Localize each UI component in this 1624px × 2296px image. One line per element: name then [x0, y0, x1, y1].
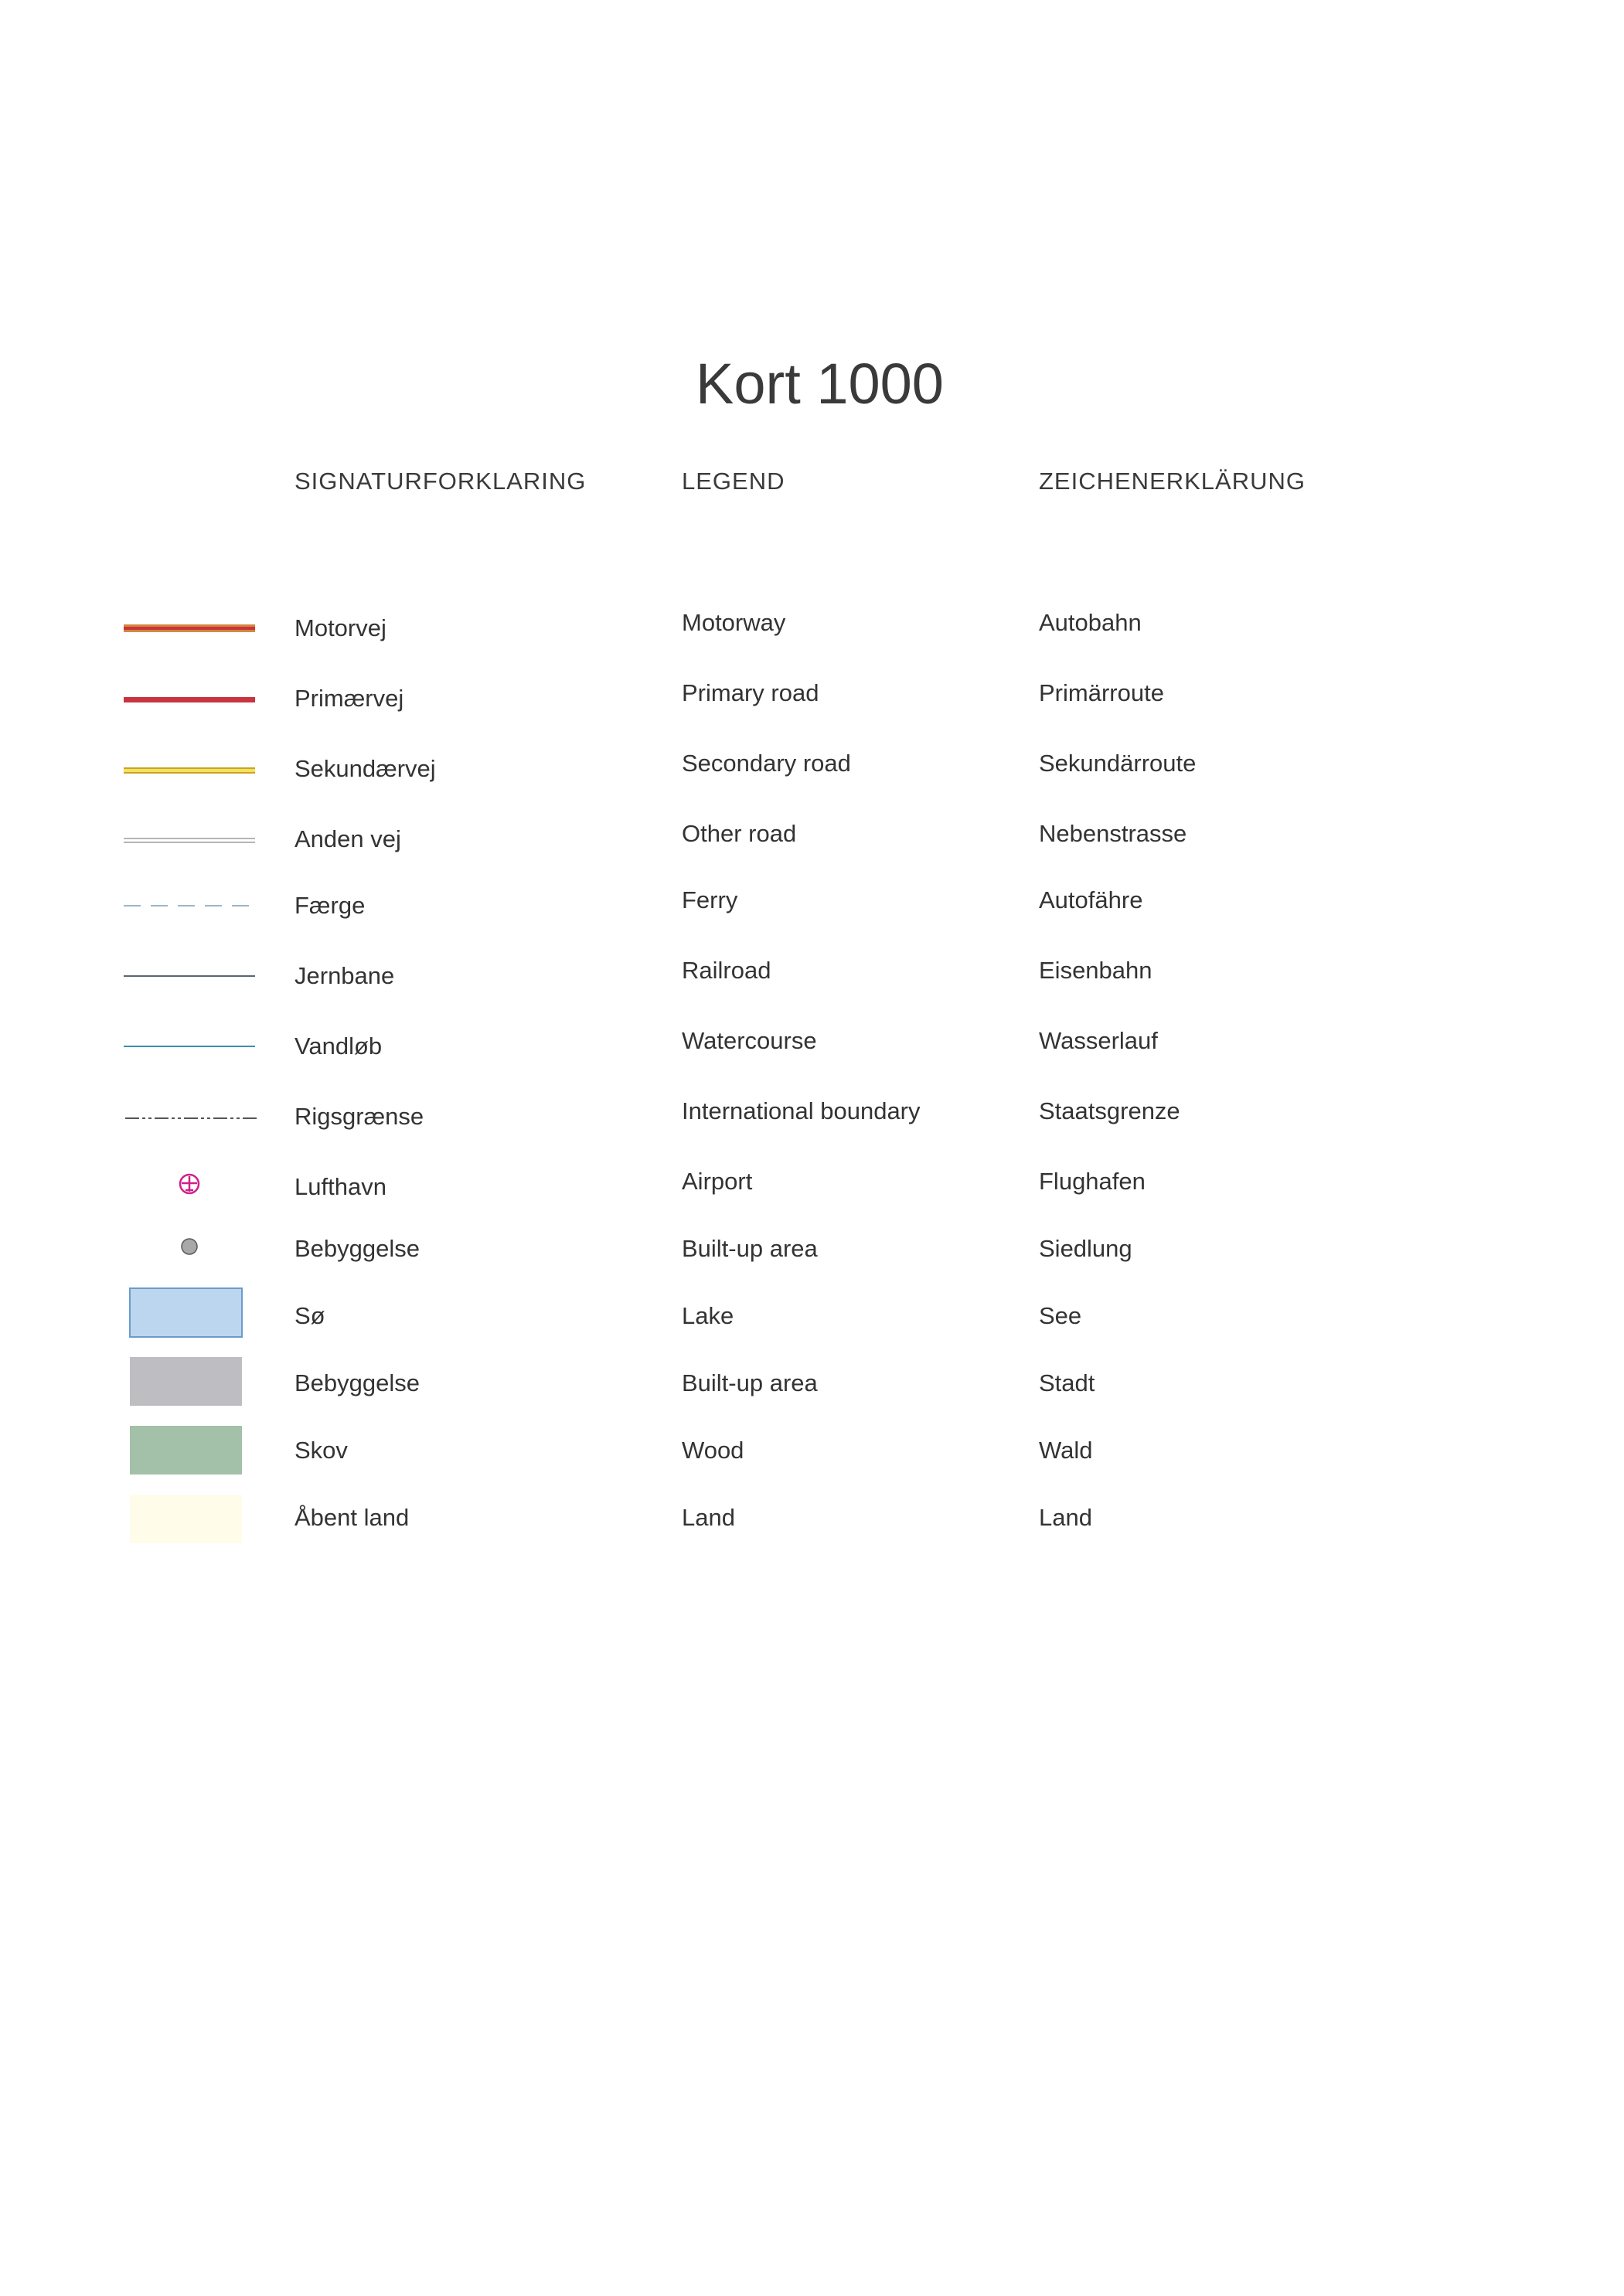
label-english: Airport: [682, 1168, 753, 1195]
label-english: Land: [682, 1504, 735, 1531]
legend-row-primary-road: [0, 678, 1624, 724]
railroad-line-symbol: [116, 955, 263, 1002]
label-danish: Bebyggelse: [294, 1235, 420, 1262]
secondary-road-line-symbol: [116, 748, 263, 794]
label-danish: Primærvej: [294, 685, 404, 712]
legend-row-airport: [0, 1166, 1624, 1213]
label-german: Wasserlauf: [1039, 1027, 1158, 1054]
legend-row-lake: [0, 1301, 1624, 1347]
watercourse-line-symbol: [116, 1026, 263, 1072]
label-danish: Anden vej: [294, 825, 401, 852]
builtup-swatch: [116, 1355, 263, 1409]
label-english: Railroad: [682, 957, 771, 984]
label-danish: Vandløb: [294, 1032, 383, 1060]
label-english: Built-up area: [682, 1235, 818, 1262]
label-german: Primärroute: [1039, 679, 1164, 706]
label-english: Ferry: [682, 886, 738, 913]
land-swatch: [116, 1492, 263, 1546]
legend-row-secondary-road: [0, 748, 1624, 794]
header-german: ZEICHENERKLÄRUNG: [1039, 468, 1306, 495]
legend-row-other-road: [0, 818, 1624, 865]
legend-row-builtup: [0, 1368, 1624, 1414]
label-danish: Sekundærvej: [294, 755, 436, 782]
legend-row-boundary: [0, 1096, 1624, 1142]
label-german: Land: [1039, 1504, 1092, 1531]
legend-row-settlement: [0, 1233, 1624, 1280]
label-german: Nebenstrasse: [1039, 820, 1187, 847]
label-english: Motorway: [682, 609, 786, 636]
motorway-line-symbol: [116, 607, 263, 654]
ferry-line-symbol: [116, 885, 263, 931]
legend-row-ferry: [0, 885, 1624, 931]
primary-road-line-symbol: [116, 678, 263, 724]
label-german: Eisenbahn: [1039, 957, 1152, 984]
label-danish: Motorvej: [294, 614, 386, 641]
label-english: International boundary: [682, 1097, 921, 1124]
label-german: Autobahn: [1039, 609, 1142, 636]
label-english: Lake: [682, 1302, 734, 1329]
label-english: Built-up area: [682, 1369, 818, 1396]
settlement-dot-icon: [116, 1233, 263, 1280]
label-german: Siedlung: [1039, 1235, 1132, 1262]
label-danish: Lufthavn: [294, 1173, 386, 1200]
label-english: Other road: [682, 820, 797, 847]
label-english: Secondary road: [682, 750, 851, 777]
label-danish: Åbent land: [294, 1504, 410, 1531]
header-danish: SIGNATURFORKLARING: [294, 468, 587, 495]
label-danish: Færge: [294, 892, 366, 919]
wood-swatch: [116, 1424, 263, 1478]
legend-row-motorway: [0, 607, 1624, 654]
other-road-line-symbol: [116, 818, 263, 865]
label-german: Stadt: [1039, 1369, 1095, 1396]
label-danish: Skov: [294, 1437, 348, 1464]
label-german: See: [1039, 1302, 1082, 1329]
label-danish: Bebyggelse: [294, 1369, 420, 1396]
legend-row-watercourse: [0, 1026, 1624, 1072]
boundary-line-symbol: [116, 1096, 263, 1142]
page-title: Kort 1000: [696, 352, 944, 416]
airport-icon: [116, 1166, 263, 1213]
label-german: Staatsgrenze: [1039, 1097, 1180, 1124]
label-danish: Sø: [294, 1302, 325, 1329]
label-english: Wood: [682, 1437, 744, 1464]
label-german: Wald: [1039, 1437, 1093, 1464]
label-english: Watercourse: [682, 1027, 817, 1054]
label-danish: Jernbane: [294, 962, 395, 989]
label-german: Sekundärroute: [1039, 750, 1197, 777]
legend-row-land: [0, 1502, 1624, 1549]
legend-row-railroad: [0, 955, 1624, 1002]
label-danish: Rigsgrænse: [294, 1103, 424, 1130]
lake-swatch: [116, 1286, 263, 1340]
label-german: Autofähre: [1039, 886, 1143, 913]
label-english: Primary road: [682, 679, 819, 706]
header-english: LEGEND: [682, 468, 785, 495]
label-german: Flughafen: [1039, 1168, 1146, 1195]
legend-row-wood: [0, 1435, 1624, 1481]
